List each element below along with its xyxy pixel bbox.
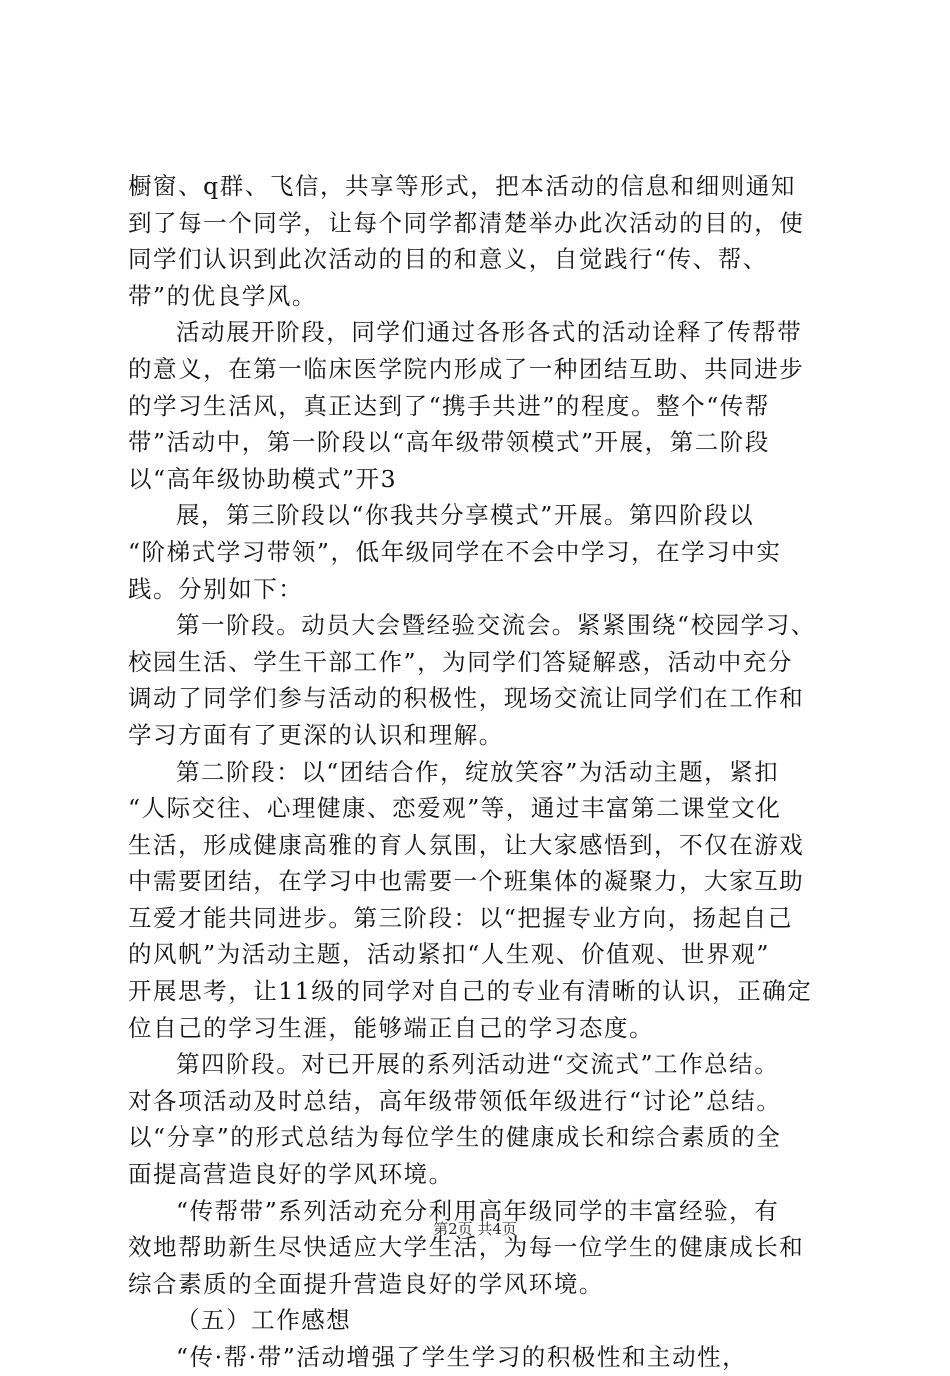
text-line: 的学习生活风，真正达到了“携手共进”的程度。整个“传帮: [128, 391, 770, 420]
text-line: 对各项活动及时总结，高年级带领低年级进行“讨论”总结。: [128, 1086, 782, 1115]
paragraph-start-line: “传帮带”系列活动充分利用高年级同学的丰富经验，有: [176, 1196, 780, 1225]
text-line: 践。分别如下：: [128, 574, 304, 603]
section-heading: （五）工作感想: [176, 1306, 352, 1335]
text-line: 开展思考，让11级的同学对自己的专业有清晰的认识，正确定: [128, 977, 813, 1006]
page-number-footer: 第2页 共4页: [433, 1220, 517, 1238]
text-line: 的意义，在第一临床医学院内形成了一种团结互助、共同进步: [128, 354, 805, 383]
text-line: 位自己的学习生涯，能够端正自己的学习态度。: [128, 1013, 655, 1042]
paragraph-start-line: 活动展开阶段，同学们通过各形各式的活动诠释了传帮带: [176, 318, 803, 347]
text-line: 互爱才能共同进步。第三阶段：以“把握专业方向，扬起自己: [128, 903, 793, 932]
text-line: 以“高年级协助模式”开3: [128, 464, 398, 493]
text-line: 中需要团结，在学习中也需要一个班集体的凝聚力，大家互助: [128, 867, 805, 896]
text-line: 带”活动中，第一阶段以“高年级带领模式”开展，第二阶段: [128, 428, 770, 457]
paragraph-start-line: 第一阶段。动员大会暨经验交流会。紧紧围绕“校园学习、: [176, 611, 816, 640]
text-line: 的风帆”为活动主题，活动紧扣“人生观、价值观、世界观”: [128, 940, 770, 969]
text-line: 综合素质的全面提升营造良好的学风环境。: [128, 1269, 604, 1298]
text-line: 以“分享”的形式总结为每位学生的健康成长和综合素质的全: [128, 1123, 782, 1152]
text-line: 同学们认识到此次活动的目的和意义，自觉践行“传、帮、: [128, 245, 768, 274]
paragraph-start-line: 展，第三阶段以“你我共分享模式”开展。第四阶段以: [176, 501, 755, 530]
text-line: 学习方面有了更深的认识和理解。: [128, 720, 504, 749]
paragraph-start-line: 第四阶段。对已开展的系列活动进“交流式”工作总结。: [176, 1050, 780, 1079]
text-line: 调动了同学们参与活动的积极性，现场交流让同学们在工作和: [128, 684, 805, 713]
text-line: 橱窗、q群、飞信，共享等形式，把本活动的信息和细则通知: [128, 172, 796, 200]
paragraph-start-line: 第二阶段：以“团结合作，绽放笑容”为活动主题，紧扣: [176, 757, 780, 786]
text-line: 面提高营造良好的学风环境。: [128, 1160, 454, 1189]
paragraph-start-line: “传·帮·带”活动增强了学生学习的积极性和主动性，: [176, 1343, 748, 1371]
text-line: “阶梯式学习带领”，低年级同学在不会中学习，在学习中实: [128, 537, 782, 566]
text-line: 生活，形成健康高雅的育人氛围，让大家感悟到，不仅在游戏: [128, 830, 805, 859]
text-line: “人际交往、心理健康、恋爱观”等，通过丰富第二课堂文化: [128, 794, 782, 823]
document-body: [128, 168, 840, 1376]
text-line: 到了每一个同学，让每个同学都清楚举办此次活动的目的，使: [128, 208, 805, 237]
text-line: 效地帮助新生尽快适应大学生活，为每一位学生的健康成长和: [128, 1233, 805, 1262]
text-line: 带”的优良学风。: [128, 281, 317, 310]
text-line: 校园生活、学生干部工作”，为同学们答疑解惑，活动中充分: [128, 647, 793, 676]
